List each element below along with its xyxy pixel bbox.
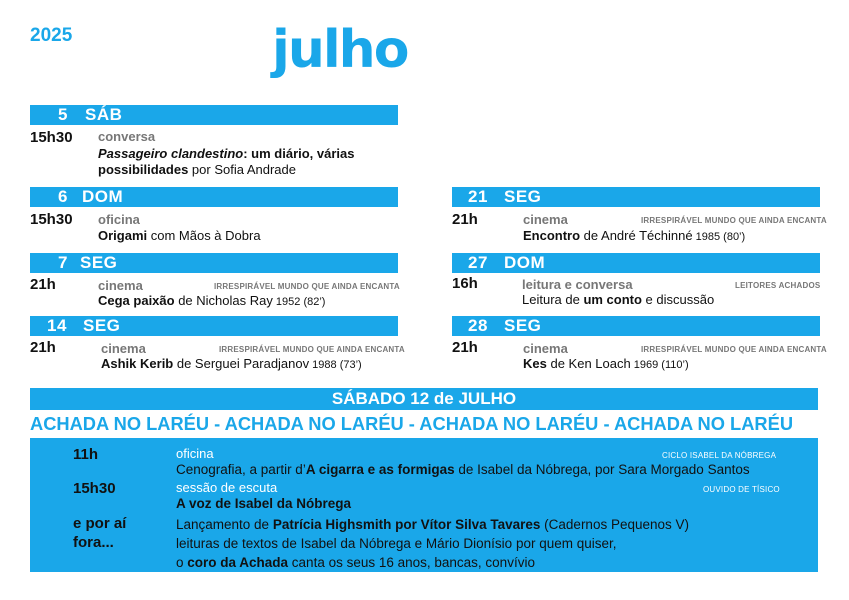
date-bar-21 (452, 187, 820, 207)
event-time: 15h30 (30, 129, 73, 146)
achada-banner: ACHADA NO LARÉU - ACHADA NO LARÉU - ACHADA NO LARÉU - ACHADA NO LARÉU (30, 413, 794, 434)
date-bar-5 (30, 105, 398, 125)
event-description: Origami com Mãos à Dobra (98, 228, 261, 243)
weekday: DOM (504, 253, 546, 272)
date-bar-6 (30, 187, 398, 207)
special-series: OUVIDO DE TÍSICO (703, 485, 780, 494)
event-type: cinema (523, 212, 568, 227)
event-time: 21h (30, 276, 56, 293)
weekday: SEG (80, 253, 118, 272)
special-program-box (30, 438, 818, 572)
event-time: 21h (30, 339, 56, 356)
special-time: e por aí fora... (73, 515, 127, 551)
month-title: julho (272, 20, 408, 80)
event-description: Encontro de André Téchinné 1985 (80’) (523, 228, 746, 243)
event-type: oficina (98, 212, 140, 227)
event-description: Cega paixão de Nicholas Ray 1952 (82’) (98, 293, 326, 308)
event-description: Leitura de um conto e discussão (522, 292, 715, 307)
event-series: LEITORES ACHADOS (735, 281, 821, 290)
special-description: Lançamento de Patrícia Highsmith por Vítor Silva Tavares (Cadernos Pequenos V) leituras de textos de Isabel da Nóbrega e Mário Dionísio por quem quiser, o coro da Achada canta os seus 16 anos, bancas, convívio (176, 517, 690, 570)
day-number: 21 (468, 187, 488, 206)
event-type: leitura e conversa (522, 277, 633, 292)
special-series: CICLO ISABEL DA NÓBREGA (662, 451, 777, 460)
event-time: 16h (452, 275, 478, 292)
event-description: Kes de Ken Loach 1969 (110’) (523, 356, 689, 371)
event-description: Ashik Kerib de Serguei Paradjanov 1988 (73’) (101, 356, 362, 371)
day-number: 27 (468, 253, 488, 272)
special-date-bar: SÁBADO 12 de JULHO (30, 388, 818, 410)
event-series: IRRESPIRÁVEL MUNDO QUE AINDA ENCANTA (219, 345, 405, 354)
special-type: sessão de escuta (176, 480, 278, 495)
weekday: SEG (504, 187, 542, 206)
date-bar-7 (30, 253, 398, 273)
event-time: 21h (452, 211, 478, 228)
weekday: SÁB (85, 105, 123, 124)
year-label: 2025 (30, 25, 73, 46)
day-number: 6 (58, 187, 68, 206)
event-time: 15h30 (30, 211, 73, 228)
special-time: 11h (73, 446, 99, 463)
day-number: 28 (468, 316, 488, 335)
date-bar-28 (452, 316, 820, 336)
day-number: 14 (47, 316, 67, 335)
date-bar-14 (30, 316, 398, 336)
special-time: 15h30 (73, 480, 116, 497)
weekday: SEG (504, 316, 542, 335)
special-description: Cenografia, a partir d’A cigarra e as formigas de Isabel da Nóbrega, por Sara Morgado Santos (176, 462, 750, 477)
event-type: conversa (98, 129, 156, 144)
day-number: 5 (58, 105, 68, 124)
weekday: DOM (82, 187, 124, 206)
event-series: IRRESPIRÁVEL MUNDO QUE AINDA ENCANTA (214, 282, 400, 291)
weekday: SEG (83, 316, 121, 335)
date-bar-27 (452, 253, 820, 273)
event-type: cinema (101, 341, 146, 356)
special-description: A voz de Isabel da Nóbrega (176, 496, 352, 511)
day-number: 7 (58, 253, 68, 272)
event-series: IRRESPIRÁVEL MUNDO QUE AINDA ENCANTA (641, 345, 827, 354)
event-type: cinema (523, 341, 568, 356)
event-series: IRRESPIRÁVEL MUNDO QUE AINDA ENCANTA (641, 216, 827, 225)
special-type: oficina (176, 446, 214, 461)
event-type: cinema (98, 278, 143, 293)
event-description: Passageiro clandestino: um diário, várias possibilidades por Sofia Andrade (98, 146, 355, 177)
event-time: 21h (452, 339, 478, 356)
